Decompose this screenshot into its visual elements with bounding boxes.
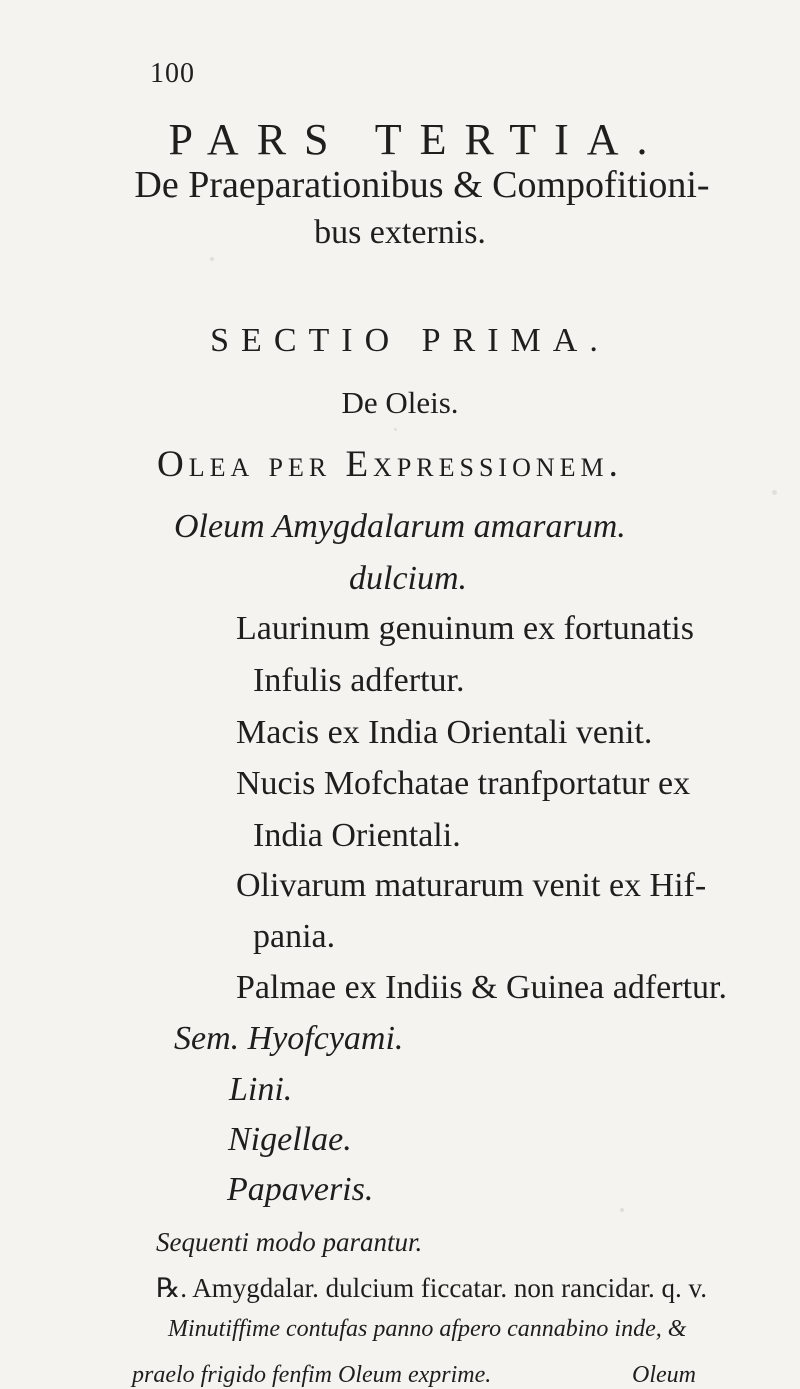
note-line-5: Oleum — [632, 1362, 696, 1388]
entry-line-8: Olivarum maturarum venit ex Hif- — [236, 867, 707, 904]
entry-line-4: Infulis adfertur. — [253, 662, 465, 699]
paper-spot — [772, 490, 777, 495]
note-line-1: Sequenti modo parantur. — [156, 1227, 423, 1257]
part-title: PARS TERTIA. — [168, 115, 666, 164]
part-subtitle-line-1: De Praeparationibus & Compofitioni- — [134, 164, 710, 206]
entry-line-12: Lini. — [229, 1071, 293, 1108]
entry-line-5: Macis ex India Orientali venit. — [236, 714, 653, 751]
entry-line-7: India Orientali. — [253, 817, 461, 854]
entry-line-11: Sem. Hyofcyami. — [174, 1020, 404, 1057]
section-title: SECTIO PRIMA. — [210, 322, 610, 359]
paper-spot — [620, 1208, 624, 1212]
entry-line-13: Nigellae. — [228, 1121, 352, 1158]
olea-heading: Olea per Expressionem. — [157, 444, 623, 485]
note-line-4: praelo frigido fenfim Oleum exprime. — [132, 1362, 492, 1388]
paper-spot — [394, 428, 397, 431]
note-line-3: Minutiffime contufas panno afpero cannabino inde, & — [168, 1316, 687, 1342]
paper-spot — [210, 257, 214, 261]
entry-line-1: Oleum Amygdalarum amararum. — [174, 508, 626, 545]
entry-line-6: Nucis Mofchatae tranfportatur ex — [236, 765, 691, 802]
entry-line-14: Papaveris. — [227, 1171, 374, 1208]
note-line-2: ℞. Amygdalar. dulcium ficcatar. non rancidar. q. v. — [156, 1273, 708, 1303]
entry-line-9: pania. — [253, 918, 336, 955]
entry-line-2: dulcium. — [349, 560, 468, 597]
part-subtitle-line-2: bus externis. — [314, 214, 486, 251]
section-subtitle: De Oleis. — [341, 385, 459, 420]
entry-line-10: Palmae ex Indiis & Guinea adfertur. — [236, 969, 727, 1006]
page-number: 100 — [150, 58, 195, 89]
entry-line-3: Laurinum genuinum ex fortunatis — [236, 610, 694, 647]
